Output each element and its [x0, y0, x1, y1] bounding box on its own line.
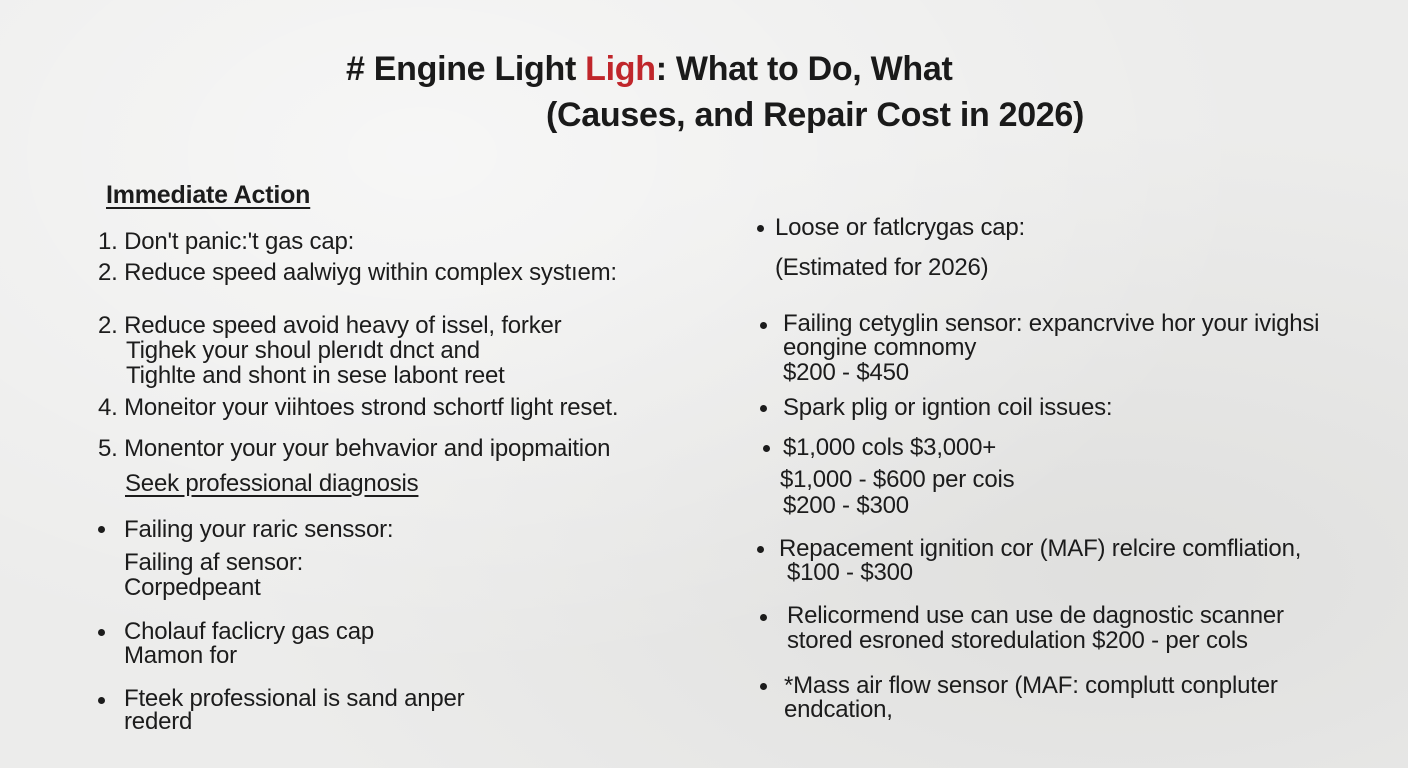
- left-bullet-1-line-1: Failing your raric senssor:: [124, 516, 394, 543]
- bullet-dot: [760, 614, 767, 621]
- right-item-2-line-1: Failing cetyglin sensor: expancrvive hor your ivighsi: [783, 310, 1320, 337]
- right-item-4-line-3: $200 - $300: [783, 492, 909, 519]
- title-suffix: : What to Do, What: [655, 50, 953, 88]
- right-item-7-line-2: endcation,: [784, 696, 893, 723]
- title-accent: Ligh: [585, 50, 656, 88]
- right-item-1-line-2: (Estimated for 2026): [775, 254, 989, 281]
- right-item-2-line-2: eongine comnomy: [783, 334, 977, 361]
- right-item-4-line-2: $1,000 - $600 per cois: [780, 466, 1015, 493]
- right-item-5-line-1: Repacement ignition cor (MAF) relcire comfliation,: [779, 535, 1302, 562]
- right-item-4-line-1: $1,000 cols $3,000+: [783, 434, 997, 461]
- right-item-6-line-1: Relicormend use can use de dagnostic scanner: [787, 602, 1284, 629]
- left-bullet-2-line-2: Mamon for: [124, 642, 237, 669]
- action-line-3-cont-b: Tighlte and shont in sese labont reet: [126, 362, 505, 389]
- action-line-2: 2. Reduce speed aalwiyg within complex systıem:: [98, 259, 617, 286]
- bullet-dot: [757, 225, 764, 232]
- right-item-1-line-1: Loose or fatlcrygas cap:: [775, 214, 1026, 241]
- action-line-3-cont-a: Tighek your shoul plerıdt dnct and: [126, 337, 480, 364]
- left-bullet-3-line-1: Fteek professional is sand anper: [124, 685, 465, 712]
- section-heading-immediate-action: Immediate Action: [106, 181, 311, 209]
- bullet-dot: [760, 683, 767, 690]
- bullet-dot: [760, 322, 767, 329]
- page-subtitle: (Causes, and Repair Cost in 2026): [546, 96, 1085, 134]
- page-title: [346, 52, 952, 86]
- action-line-3: 2. Reduce speed avoid heavy of issel, forker: [98, 312, 562, 339]
- right-item-5-line-2: $100 - $300: [787, 559, 913, 586]
- right-item-7-line-1: *Mass air flow sensor (MAF: complutt conpluter: [784, 672, 1278, 699]
- action-line-4: 4. Moneitor your viihtoes strond schortf light reset.: [98, 394, 619, 421]
- title-prefix: # Engine Light: [346, 50, 586, 88]
- bullet-dot: [760, 405, 767, 412]
- right-item-6-line-2: stored esroned storedulation $200 - per cols: [787, 627, 1248, 654]
- action-line-5: 5. Monentor your your behvavior and ipopmaition: [98, 435, 611, 462]
- left-bullet-1-line-3: Corpedpeant: [124, 574, 261, 601]
- left-bullet-2-line-1: Cholauf faclicry gas cap: [124, 618, 374, 645]
- right-item-2-line-3: $200 - $450: [783, 359, 909, 386]
- bullet-dot: [98, 629, 105, 636]
- action-line-1: 1. Don't panic:'t gas cap:: [98, 228, 355, 255]
- bullet-dot: [98, 526, 105, 533]
- right-item-3-line-1: Spark plig or igntion coil issues:: [783, 394, 1113, 421]
- left-bullet-1-line-2: Failing af sensor:: [124, 549, 304, 576]
- seek-diagnosis-link: Seek professional diagnosis: [125, 470, 419, 497]
- left-bullet-3-line-2: rederd: [124, 708, 193, 735]
- bullet-dot: [763, 445, 770, 452]
- bullet-dot: [98, 697, 105, 704]
- bullet-dot: [757, 546, 764, 553]
